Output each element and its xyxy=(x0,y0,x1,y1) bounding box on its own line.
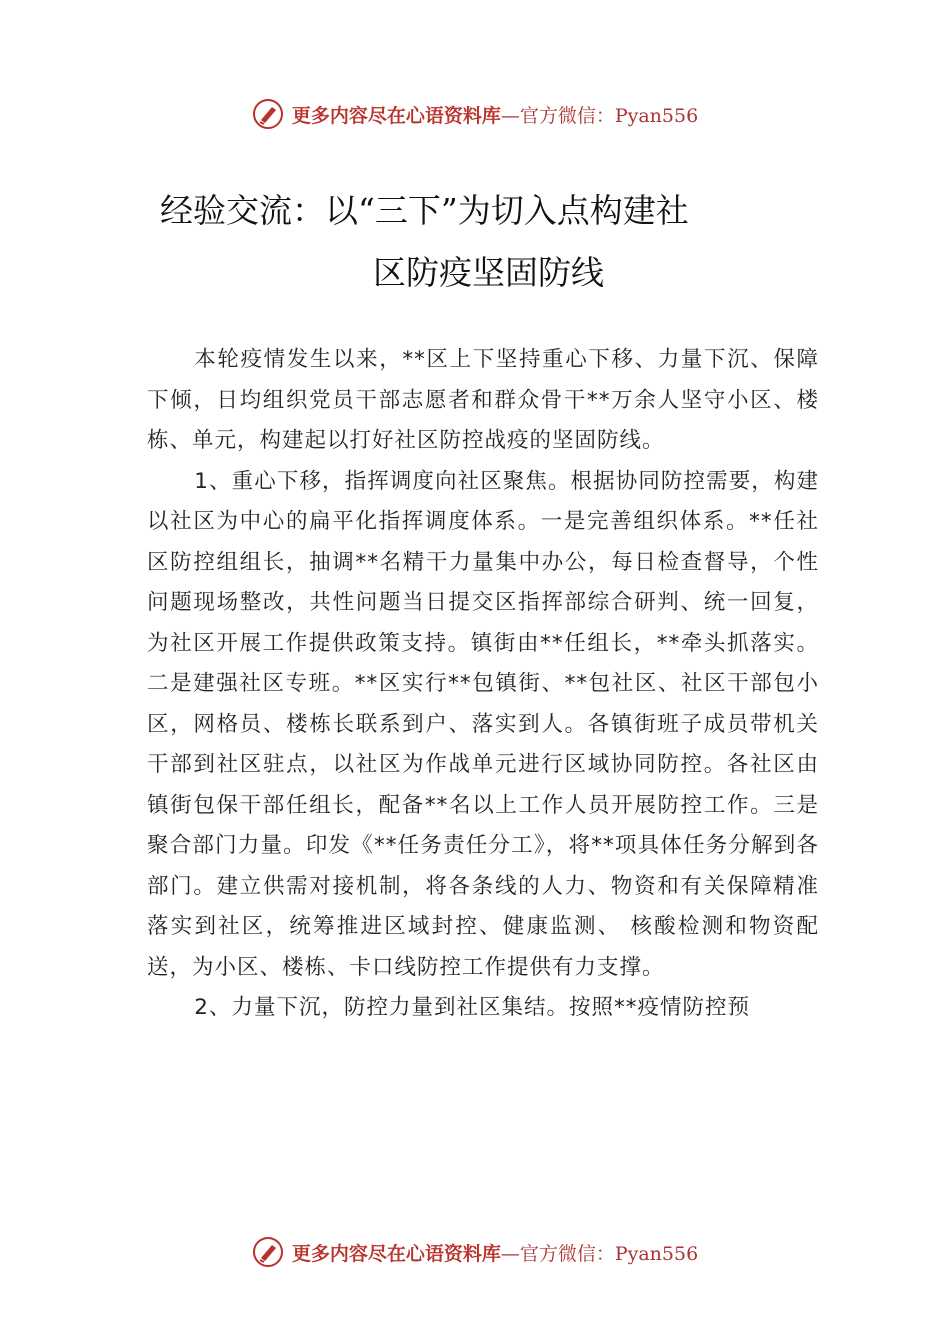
brand-logo-icon xyxy=(252,1236,284,1268)
banner-wechat: —官方微信：Pyan556 xyxy=(500,1242,699,1265)
banner-wechat: —官方微信：Pyan556 xyxy=(500,104,699,127)
banner-text xyxy=(292,101,698,128)
paragraph-intro: 本轮疫情发生以来，**区上下坚持重心下移、力量下沉、保障下倾，日均组织党员干部志愿者和群众骨干**万余人坚守小区、楼栋、单元，构建起以打好社区防控战疫的坚固防线。 xyxy=(147,347,819,453)
document-body xyxy=(147,340,819,1029)
banner-text xyxy=(292,1239,698,1266)
title-line-2: 区防疫坚固防线 xyxy=(373,253,604,292)
paragraph-section-1: 1、重心下移，指挥调度向社区聚焦。根据协同防控需要，构建以社区为中心的扁平化指挥调度体系。一是完善组织体系。**任社区防控组组长，抽调**名精干力量集中办公，每日检查督导，个性问题现场整改，共性问题当日提交区指挥部综合研判、统一回复，为社区开展工作提供政策支持。镇街由**任组长，**牵头抓落实。二是建强社区专班。**区实行**包镇街、**包社区、社区干部包小区，网格员、楼栋长联系到户、落实到人。各镇街班子成员带机关干部到社区驻点，以社区为作战单元进行区域协同防控。各社区由镇街包保干部任组长，配备**名以上工作人员开展防控工作。三是聚合部门力量。印发《**任务责任分工》，将**项具体任务分解到各部门。建立供需对接机制，将各条线的人力、物资和有关保障精准落实到社区，统筹推进区域封控、健康监测、 核酸检测和物资配送，为小区、楼栋、卡口线防控工作提供有力支撑。 xyxy=(147,468,819,980)
paragraph-section-2: 2、力量下沉，防控力量到社区集结。按照**疫情防控预 xyxy=(194,995,750,1020)
banner-brand: 更多内容尽在心语资料库 xyxy=(291,104,501,127)
footer-banner xyxy=(0,1232,950,1272)
banner-brand: 更多内容尽在心语资料库 xyxy=(291,1242,501,1265)
title-line-1: 经验交流：以“三下”为切入点构建社 xyxy=(160,191,689,230)
header-banner xyxy=(0,94,950,134)
brand-logo-icon xyxy=(252,98,284,130)
document-title xyxy=(0,180,950,304)
